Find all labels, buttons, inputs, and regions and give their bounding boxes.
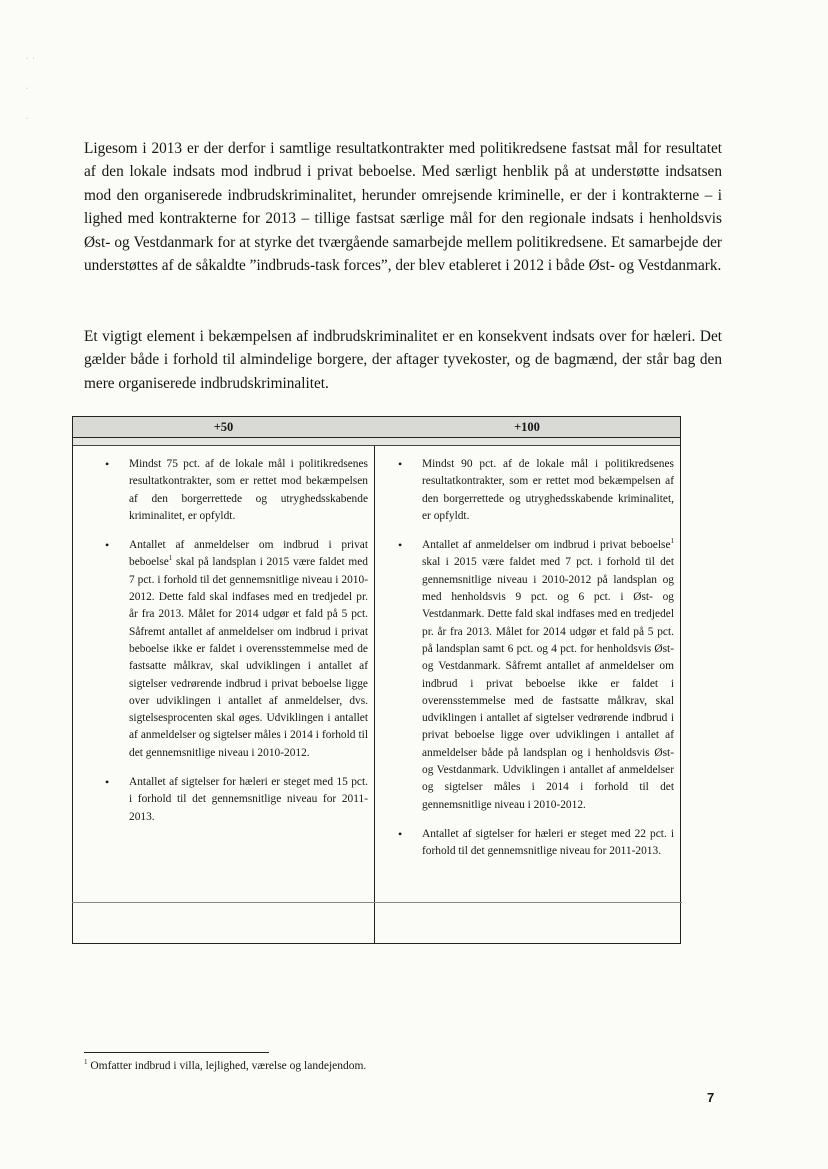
bullet-icon: • bbox=[105, 538, 110, 553]
footnote bbox=[84, 1058, 366, 1074]
paragraph-2: Et vigtigt element i bekæmpelsen af indbrudskriminalitet er en konsekvent indsats over for hæleri. Det gælder både i forhold til almindelige borgere, der aftager tyvekoster, og de bagmænd, der står bag den mere organiserede indbrudskriminalitet. bbox=[84, 328, 722, 392]
bullet-icon: • bbox=[105, 457, 110, 471]
footnote-mark: 1 bbox=[84, 1058, 88, 1067]
bullet-icon: • bbox=[398, 457, 403, 471]
column-plus-50 bbox=[73, 417, 375, 943]
column-plus-100 bbox=[374, 417, 680, 943]
bullet-icon: • bbox=[398, 826, 403, 841]
page-number: 7 bbox=[707, 1090, 715, 1105]
bullet-icon: • bbox=[105, 775, 110, 790]
list-item: • Antallet af sigtelser for hæleri er steget med 22 pct. i forhold til det gennemsnitlige niveau for 2011-2013. bbox=[398, 826, 674, 858]
list-item: • Antallet af sigtelser for hæleri er steget med 15 pct. i forhold til det gennemsnitlige niveau for 2011-2013. bbox=[105, 775, 368, 823]
scan-specks: · · · · bbox=[26, 56, 35, 122]
footnote-text: Omfatter indbrud i villa, lejlighed, værelse og landejendom. bbox=[90, 1060, 367, 1072]
list-item: • Mindst 75 pct. af de lokale mål i politikredsenes resultatkontrakter, som er rettet mod bekæmpelsen af den borgerrettede og utryghedsskabende kriminalitet, er opfyldt. bbox=[105, 457, 368, 522]
list-item: • Mindst 90 pct. af de lokale mål i politikredsenes resultatkontrakter, som er rettet mod bekæmpelsen af den borgerrettede og utryghedsskabende kriminalitet, er opfyldt. bbox=[398, 457, 674, 522]
header-spacer bbox=[73, 438, 374, 446]
table-row-divider bbox=[72, 902, 682, 903]
list-item: • Antallet af anmeldelser om indbrud i privat beboelse$^1$ skal på landsplan i 2015 være faldet med 7 pct. i forhold til det gennemsnitlige niveau i 2010-2012. Dette fald skal indfases med en tredjedel pr. år fra 2013. Målet for 2014 udgør et fald på 5 pct. Såfremt antallet af anmeldelser om indbrud i privat beboelse ikke er faldet i overensstemmelse med de fastsatte målkrav, skal udviklingen i antallet af sigtelser vedrørende indbrud i privat beboelse ligge over udviklingen i antallet af anmeldelser, dvs. sigtelsesprocenten skal øges. Udviklingen i antallet af anmeldelser og sigtelser måles i 2014 i forhold til det gennemsnitlige niveau i 2010-2012. bbox=[105, 538, 368, 759]
footnote-ref: 1 bbox=[168, 554, 173, 563]
list-item: • Antallet af anmeldelser om indbrud i privat beboelse$^1$ skal i 2015 være faldet med 7 pct. i forhold til det gennemsnitlige niveau i 2010-2012 på landsplan og med henholdsvis 9 pct. og 6 pct. i Øst- og Vestdanmark. Dette fald skal indfases med en tredjedel pr. år fra 2013. Målet for 2014 udgør et fald på 5 pct. på landsplan samt 6 pct. og 4 pct. for henholdsvis Øst- og Vestdanmark. Såfremt antallet af anmeldelser om indbrud i privat beboelse ikke er faldet i overensstemmelse med de fastsatte målkrav, skal udviklingen i antallet af sigtelser vedrørende indbrud i privat beboelse ligge over udviklingen i antallet af anmeldelser både på landsplan og i henholdsvis Øst- og Vestdanmark. Udviklingen i antallet af anmeldelser og sigtelser måles i 2014 i forhold til det gennemsnitlige niveau i 2010-2012. bbox=[398, 537, 674, 811]
column-header-plus-50: +50 bbox=[73, 417, 374, 438]
targets-table bbox=[72, 416, 681, 944]
footnote-ref: 1 bbox=[670, 537, 674, 546]
header-spacer bbox=[374, 438, 680, 446]
footnote-rule bbox=[84, 1052, 269, 1053]
bullet-icon: • bbox=[398, 538, 403, 553]
column-header-plus-100: +100 bbox=[374, 417, 680, 438]
paragraph-1: Ligesom i 2013 er der derfor i samtlige resultatkontrakter med politikredsene fastsat mål for resultatet af den lokale indsats mod indbrud i privat beboelse. Med særligt henblik på at understøtte indsatsen mod den organiserede indbrudskriminalitet, herunder omrejsende kriminelle, er der i kontrakterne – i lighed med kontrakterne for 2013 – tillige fastsat særlige mål for den regionale indsats i henholdsvis Øst- og Vestdanmark for at styrke det tværgående samarbejde mellem politikredsene. Et samarbejde der understøttes af de såkaldte ”indbruds-task forces”, der blev etableret i 2012 i både Øst- og Vestdanmark. bbox=[84, 140, 722, 275]
right-list bbox=[374, 446, 680, 861]
left-list bbox=[73, 446, 374, 826]
